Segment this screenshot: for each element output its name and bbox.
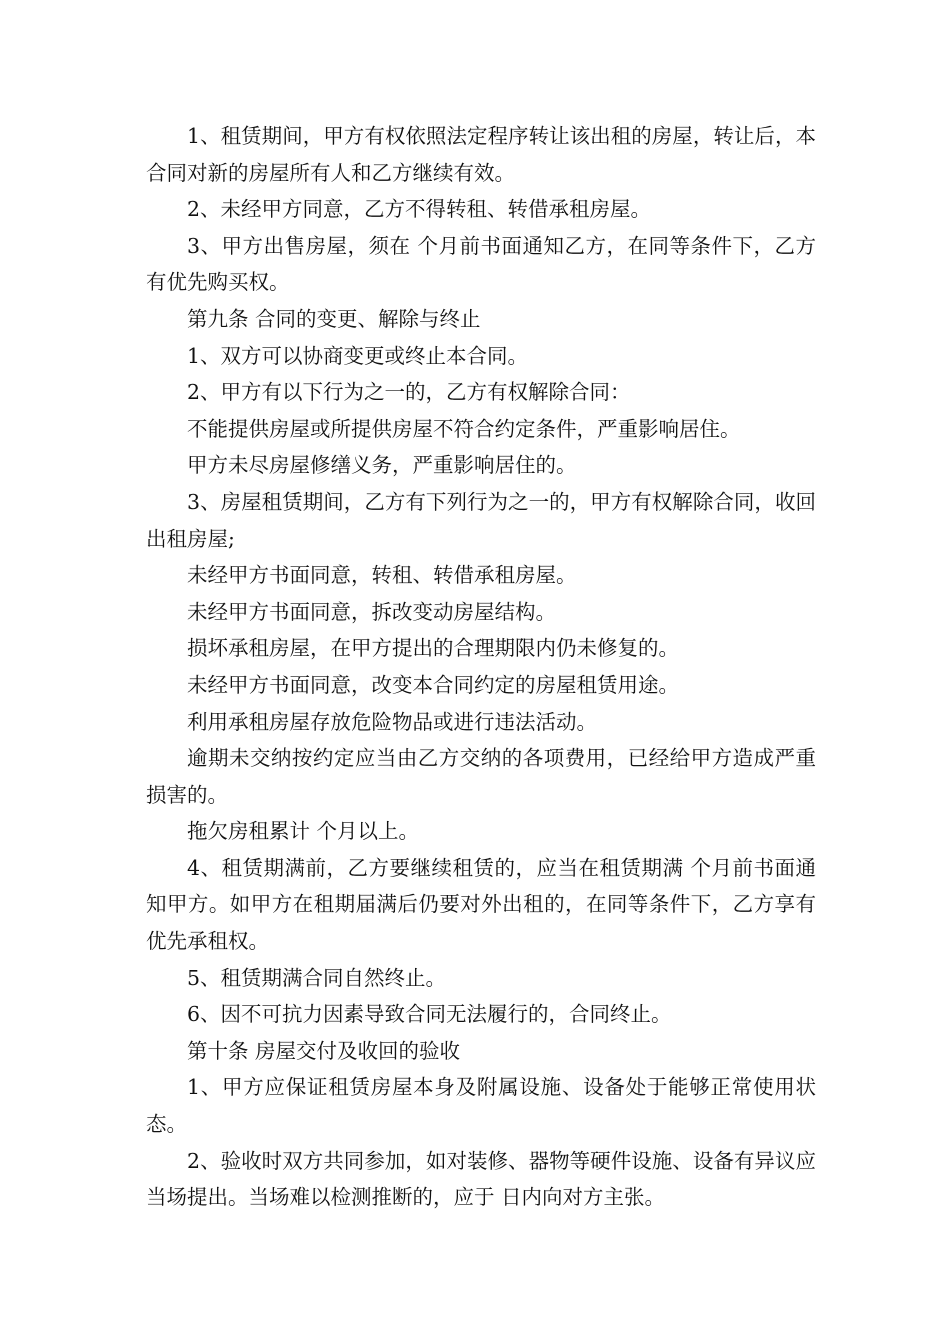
paragraph-mutual-change: 1、双方可以协商变更或终止本合同。 [187,343,529,368]
paragraph-usable-condition: 1、甲方应保证租赁房屋本身及附属设施、设备处于能够正常使用状态。 [146,1075,816,1137]
paragraph-structure-change: 未经甲方书面同意，拆改变动房屋结构。 [187,599,556,624]
paragraph-damage: 损坏承租房屋，在甲方提出的合理期限内仍未修复的。 [187,636,679,661]
paragraph-condition-unfit: 不能提供房屋或所提供房屋不符合约定条件，严重影响居住。 [187,416,741,441]
paragraph-sale-notice: 3、甲方出售房屋，须在 个月前书面通知乙方，在同等条件下，乙方有优先购买权。 [146,233,816,295]
paragraph-unauthorized-sublet: 未经甲方书面同意，转租、转借承租房屋。 [187,563,577,588]
paragraph-use-change: 未经甲方书面同意，改变本合同约定的房屋租赁用途。 [187,672,679,697]
paragraph-dangerous-goods: 利用承租房屋存放危险物品或进行违法活动。 [187,709,597,734]
document-page [146,118,816,1216]
paragraph-tenant-termination: 2、甲方有以下行为之一的，乙方有权解除合同： [187,380,631,405]
paragraph-landlord-termination: 3、房屋租赁期间，乙方有下列行为之一的，甲方有权解除合同，收回出租房屋; [146,489,816,551]
section-heading-article-9: 第九条 合同的变更、解除与终止 [187,306,481,331]
section-heading-article-10: 第十条 房屋交付及收回的验收 [187,1038,461,1063]
paragraph-renewal: 4、租赁期满前，乙方要继续租赁的，应当在租赁期满 个月前书面通知甲方。如甲方在租期届满后仍要对外出租的，在同等条件下，乙方享有优先承租权。 [146,855,816,954]
paragraph-no-repair: 甲方未尽房屋修缮义务，严重影响居住的。 [187,453,577,478]
paragraph-natural-end: 5、租赁期满合同自然终止。 [187,965,447,990]
paragraph-overdue-fees: 逾期未交纳按约定应当由乙方交纳的各项费用，已经给甲方造成严重损害的。 [146,746,816,807]
paragraph-inspection: 2、验收时双方共同参加，如对装修、器物等硬件设施、设备有异议应当场提出。当场难以检测推断的，应于 日内向对方主张。 [146,1148,816,1210]
paragraph-transfer-right: 1、租赁期间，甲方有权依照法定程序转让该出租的房屋，转让后，本合同对新的房屋所有人和乙方继续有效。 [146,124,816,185]
paragraph-force-majeure: 6、因不可抗力因素导致合同无法履行的，合同终止。 [187,1002,672,1027]
paragraph-no-sublet: 2、未经甲方同意，乙方不得转租、转借承租房屋。 [187,197,652,222]
paragraph-rent-arrears: 拖欠房租累计 个月以上。 [187,819,420,844]
